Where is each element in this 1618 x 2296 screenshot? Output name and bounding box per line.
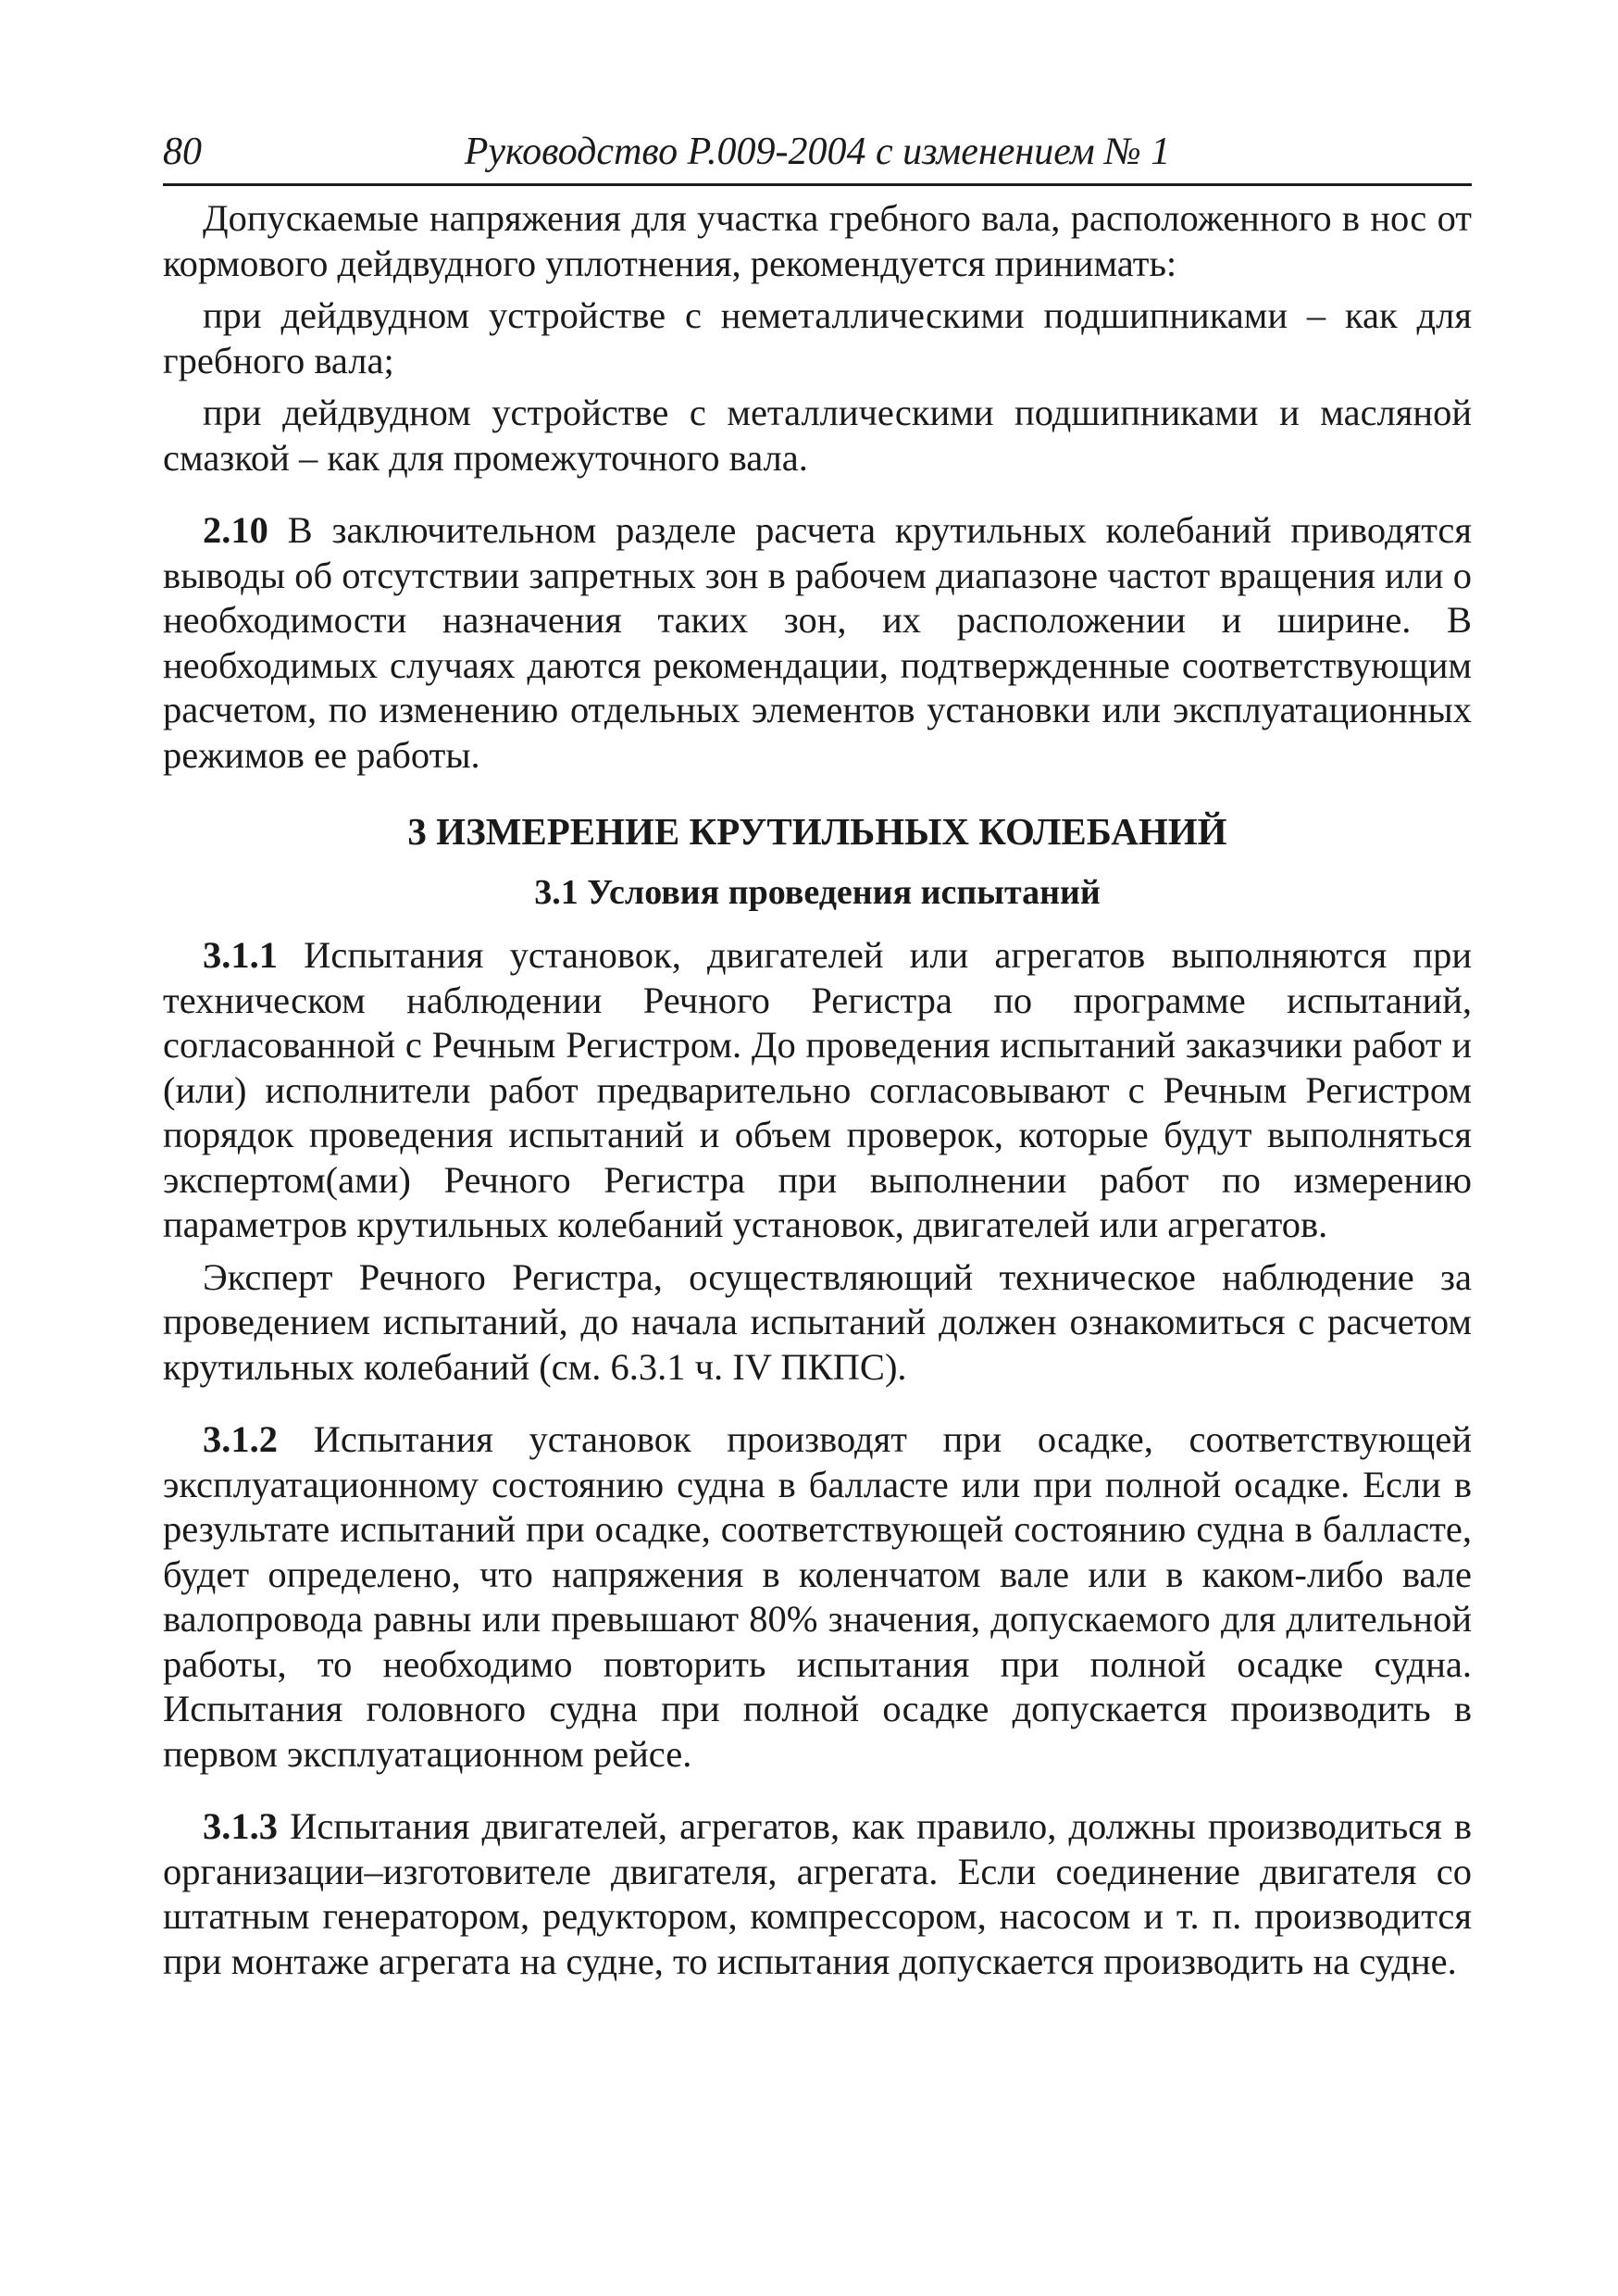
running-title: Руководство Р.009-2004 с изменением № 1 xyxy=(464,131,1171,173)
paragraph-3-1-3 xyxy=(163,1804,1472,1984)
paragraph-text: Испытания установок производят при осадке, соответствующей эксплуатационному состоянию судна в балласте или при полной осадке. Если в результате испытаний при осадке, соответствующей состоянию судна в балласте, будет определено, что напряжения в коленчатом вале или в каком-либо вале валопровода равны или превышают 80% значения, допускаемого для длительной работы, то необходимо повторить испытания при полной осадке судна. Испытания головного судна при полной осадке допускается производить в первом эксплуатационном рейсе. xyxy=(163,1418,1472,1775)
page-header xyxy=(163,130,1472,186)
clause-number: 2.10 xyxy=(203,509,268,551)
page-body xyxy=(163,196,1472,1984)
paragraph: при дейдвудном устройстве с металлическими подшипниками и масляной смазкой – как для промежуточного вала. xyxy=(163,392,1472,479)
clause-number: 3.1.3 xyxy=(203,1805,278,1847)
paragraph-3-1-1 xyxy=(163,933,1472,1248)
section-heading: 3 ИЗМЕРЕНИЕ КРУТИЛЬНЫХ КОЛЕБАНИЙ xyxy=(407,810,1227,853)
paragraph-text: Испытания установок, двигателей или агрегатов выполняются при техническом наблюдении Речного Регистра по программе испытаний, согласованной с Речным Регистром. До проведения испытаний заказчики работ и (или) исполнители работ предварительно согласовывают с Речным Регистром порядок проведения испытаний и объем проверок, которые будут выполняться экспертом(ами) Речного Регистра при выполнении работ по измерению параметров крутильных колебаний установок, двигателей или агрегатов. xyxy=(163,934,1472,1245)
clause-number: 3.1.1 xyxy=(203,934,278,976)
subsection-heading: 3.1 Условия проведения испытаний xyxy=(534,873,1101,912)
paragraph: Эксперт Речного Регистра, осуществляющий техническое наблюдение за проведением испытаний, до начала испытаний должен ознакомиться с расчетом крутильных колебаний (см. 6.3.1 ч. IV ПКПС). xyxy=(163,1255,1472,1388)
paragraph-text: Испытания двигателей, агрегатов, как правило, должны производиться в организации–изготовителе двигателя, агрегата. Если соединение двигателя со штатным генератором, редуктором, компрессором, насосом и т. п. производится при монтаже агрегата на судне, то испытания допускается производить на судне. xyxy=(163,1805,1472,1982)
paragraph-2-10 xyxy=(163,508,1472,778)
clause-number: 3.1.2 xyxy=(203,1418,278,1460)
paragraph-3-1-2 xyxy=(163,1417,1472,1777)
paragraph: Допускаемые напряжения для участка гребного вала, расположенного в нос от кормового дейдвудного уплотнения, рекомендуется принимать: xyxy=(163,197,1472,284)
paragraph: при дейдвудном устройстве с неметаллическими подшипниками – как для гребного вала; xyxy=(163,294,1472,381)
page-number: 80 xyxy=(163,131,202,173)
paragraph-text: В заключительном разделе расчета крутильных колебаний приводятся выводы об отсутствии запретных зон в рабочем диапазоне частот вращения или о необходимости назначения таких зон, их расположении и ширине. В необходимых случаях даются рекомендации, подтвержденные соответствующим расчетом, по изменению отдельных элементов установки или эксплуатационных режимов ее работы. xyxy=(163,509,1472,776)
